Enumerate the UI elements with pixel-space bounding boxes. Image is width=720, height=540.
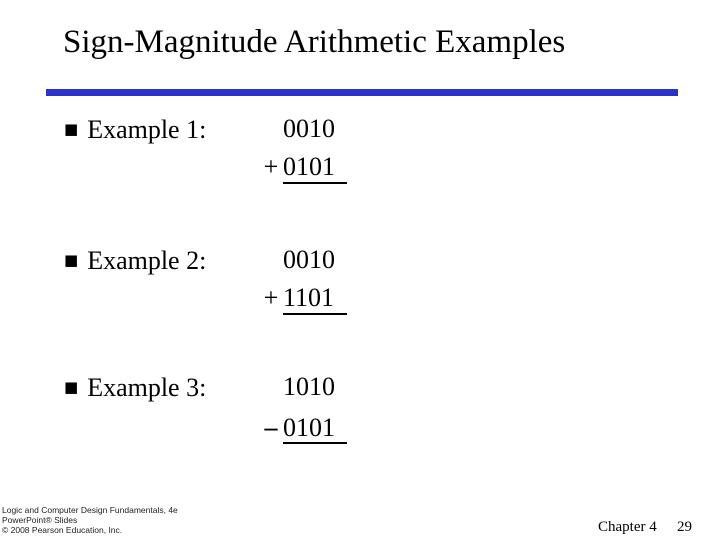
slide-title: Sign-Magnitude Arithmetic Examples (63, 24, 566, 60)
example-1-operator: + (263, 152, 279, 181)
square-bullet-icon: ■ (64, 120, 79, 138)
example-1-operand2: 0101 (283, 152, 335, 181)
book-copyright: © 2008 Pearson Education, Inc. (2, 525, 123, 535)
example-3-operator: – (264, 413, 278, 442)
book-format: PowerPoint® Slides (2, 515, 78, 525)
example-3-label: Example 3: (87, 373, 207, 402)
example-2-label: Example 2: (87, 246, 207, 275)
example-2-label-row (64, 245, 206, 276)
example-3-operand2: 0101 (283, 413, 335, 442)
example-2-sum-line (283, 313, 347, 315)
example-2-operator: + (263, 283, 279, 312)
example-3-operand1: 1010 (283, 372, 335, 401)
example-1-label-row (64, 114, 206, 145)
example-2-operand2: 1101 (283, 283, 335, 312)
square-bullet-icon: ■ (64, 251, 79, 269)
example-3-sum-line (283, 442, 347, 444)
example-1-operand1: 0010 (283, 114, 335, 143)
page-number: 29 (677, 519, 692, 535)
title-divider (46, 89, 678, 96)
example-1-sum-line (283, 182, 347, 184)
chapter-label: Chapter 4 (598, 519, 657, 535)
example-3-label-row (64, 372, 206, 403)
book-title: Logic and Computer Design Fundamentals, 4e (2, 505, 178, 515)
book-credit (2, 505, 178, 535)
example-1-label: Example 1: (87, 115, 207, 144)
square-bullet-icon: ■ (64, 378, 79, 396)
example-2-operand1: 0010 (283, 245, 335, 274)
